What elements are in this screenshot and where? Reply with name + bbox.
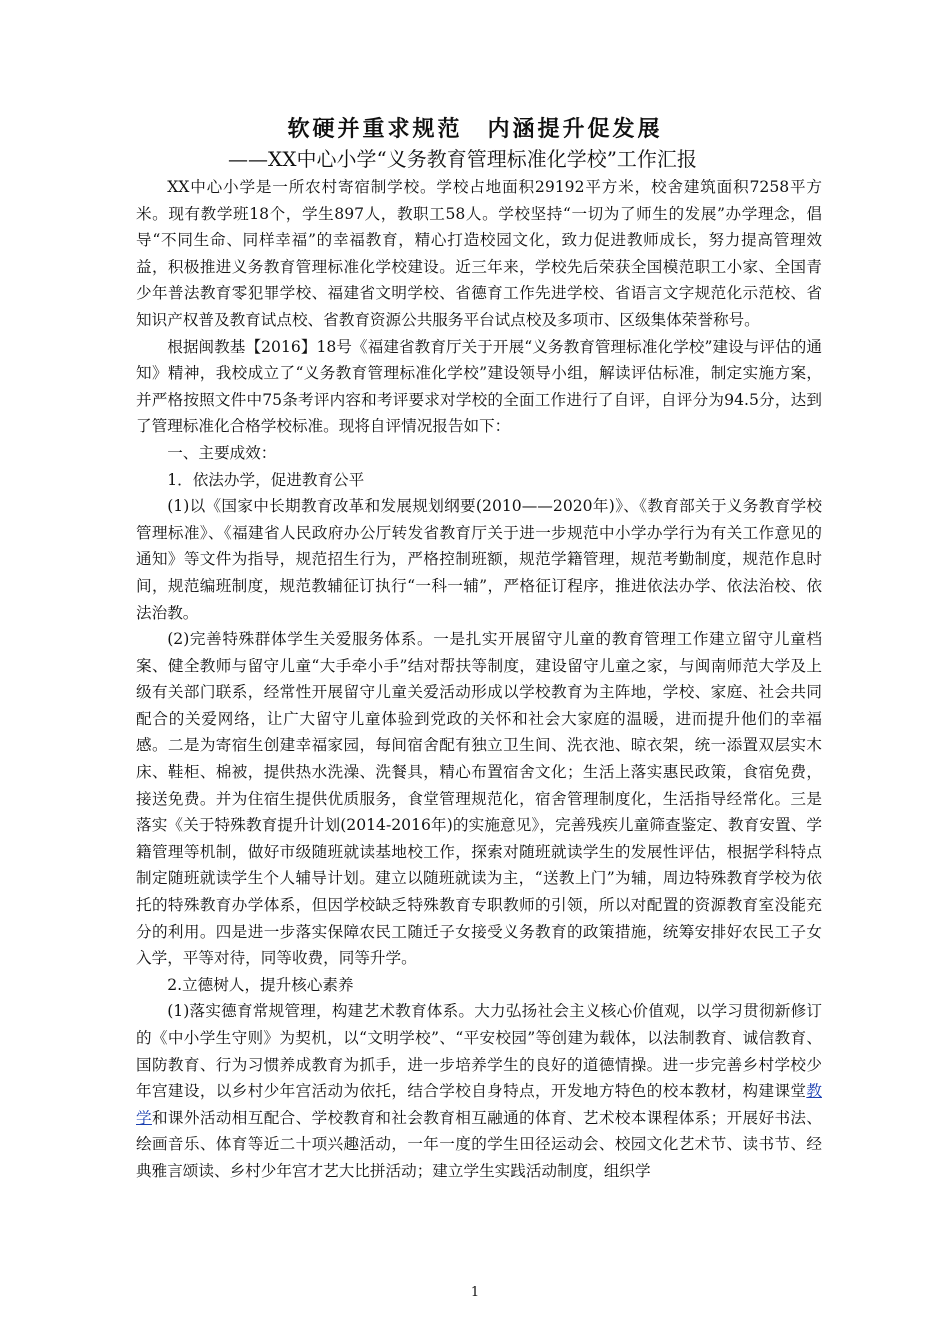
paragraph-intro: XX中心小学是一所农村寄宿制学校。学校占地面积29192平方米，校舍建筑面积7258平方米。现有教学班18个，学生897人，教职工58人。学校坚持“一切为了师生的发展”办学理念，倡导“不同生命、同样幸福”的幸福教育，精心打造校园文化，致力促进教师成长，努力提高管理效益，积极推进义务教育管理标准化学校建设。近三年来，学校先后荣获全国模范职工小家、全国青少年普法教育零犯罪学校、福建省文明学校、省德育工作先进学校、省语言文字规范化示范校、省知识产权普及教育试点校、省教育资源公共服务平台试点校及多项市、区级集体荣誉称号。 <box>136 178 822 329</box>
paragraph-text: (1)落实德育常规管理，构建艺术教育体系。大力弘扬社会主义核心价值观，以学习贯彻新修订的《中小学生守则》为契机，以“文明学校”、“平安校园”等创建为载体，以法制教育、诚信教育、国防教育、行为习惯养成教育为抓手，进一步培养学生的良好的道德情操。进一步完善乡村学校少年宫建设，以乡村少年宫活动为依托，结合学校自身特点，开发地方特色的校本教材，构建课堂 <box>136 1002 822 1101</box>
document-subtitle: ——XX中心小学“义务教育管理标准化学校”工作汇报 <box>228 147 697 171</box>
subsection-heading: 1．依法办学，促进教育公平 <box>167 470 365 489</box>
subsection-heading: 2.立德树人，提升核心素养 <box>167 975 354 994</box>
document-title: 软硬并重求规范 内涵提升促发展 <box>287 116 663 142</box>
paragraph-basis: 根据闽教基【2016】18号《福建省教育厅关于开展“义务教育管理标准化学校”建设与评估的通知》精神，我校成立了“义务教育管理标准化学校”建设领导小组，解读评估标准，制定实施方案，并严格按照文件中75条考评内容和考评要求对学校的全面工作进行了自评，自评分为94.5分，达到了管理标准化合格学校标准。现将自评情况报告如下： <box>136 337 822 436</box>
document-body <box>136 174 822 1185</box>
paragraph-text: 和课外活动相互配合、学校教育和社会教育相互融通的体育、艺术校本课程体系；开展好书法、绘画音乐、体育等近二十项兴趣活动，一年一度的学生田径运动会、校园文化艺术节、读书节、经典雅言颂读、乡村少年宫才艺大比拼活动；建立学生实践活动制度，组织学 <box>136 1108 822 1180</box>
section-heading: 一、主要成效： <box>167 443 277 462</box>
page-number: 1 <box>470 1285 480 1300</box>
paragraph-item: (2)完善特殊群体学生关爱服务体系。一是扎实开展留守儿童的教育管理工作建立留守儿童档案、健全教师与留守儿童“大手牵小手”结对帮扶等制度，建设留守儿童之家，与闽南师范大学及上级有关部门联系，经常性开展留守儿童关爱活动形成以学校教育为主阵地，学校、家庭、社会共同配合的关爱网络，让广大留守儿童体验到党政的关怀和社会大家庭的温暖，进而提升他们的幸福感。二是为寄宿生创建幸福家园，每间宿舍配有独立卫生间、洗衣池、晾衣架，统一添置双层实木床、鞋柜、棉被，提供热水洗澡、洗餐具，精心布置宿舍文化；生活上落实惠民政策，食宿免费，接送免费。并为住宿生提供优质服务，食堂管理规范化，宿舍管理制度化，生活指导经常化。三是落实《关于特殊教育提升计划(2014-2016年)的实施意见》，完善残疾儿童筛查鉴定、教育安置、学籍管理等机制，做好市级随班就读基地校工作，探索对随班就读学生的发展性评估，根据学科特点制定随班就读学生个人辅导计划。建立以随班就读为主，“送教上门”为辅，周边特殊教育学校为依托的特殊教育办学体系，但因学校缺乏特殊教育专职教师的引领，所以对配置的资源教育室没能充分的利用。四是进一步落实保障农民工随迁子女接受义务教育的政策措施，统筹安排好农民工子女入学，平等对待，同等收费，同等升学。 <box>136 630 822 968</box>
paragraph-item: (1)以《国家中长期教育改革和发展规划纲要(2010——2020年)》、《教育部关于义务教育学校管理标准》、《福建省人民政府办公厅转发省教育厅关于进一步规范中小学办学行为有关工作意见的通知》等文件为指导，规范招生行为，严格控制班额，规范学籍管理，规范考勤制度，规范作息时间，规范编班制度，规范教辅征订执行“一科一辅”，严格征订程序，推进依法办学、依法治校、依法治教。 <box>136 497 822 622</box>
teaching-link[interactable]: 教学 <box>136 1082 822 1127</box>
paragraph-item <box>136 998 822 1184</box>
